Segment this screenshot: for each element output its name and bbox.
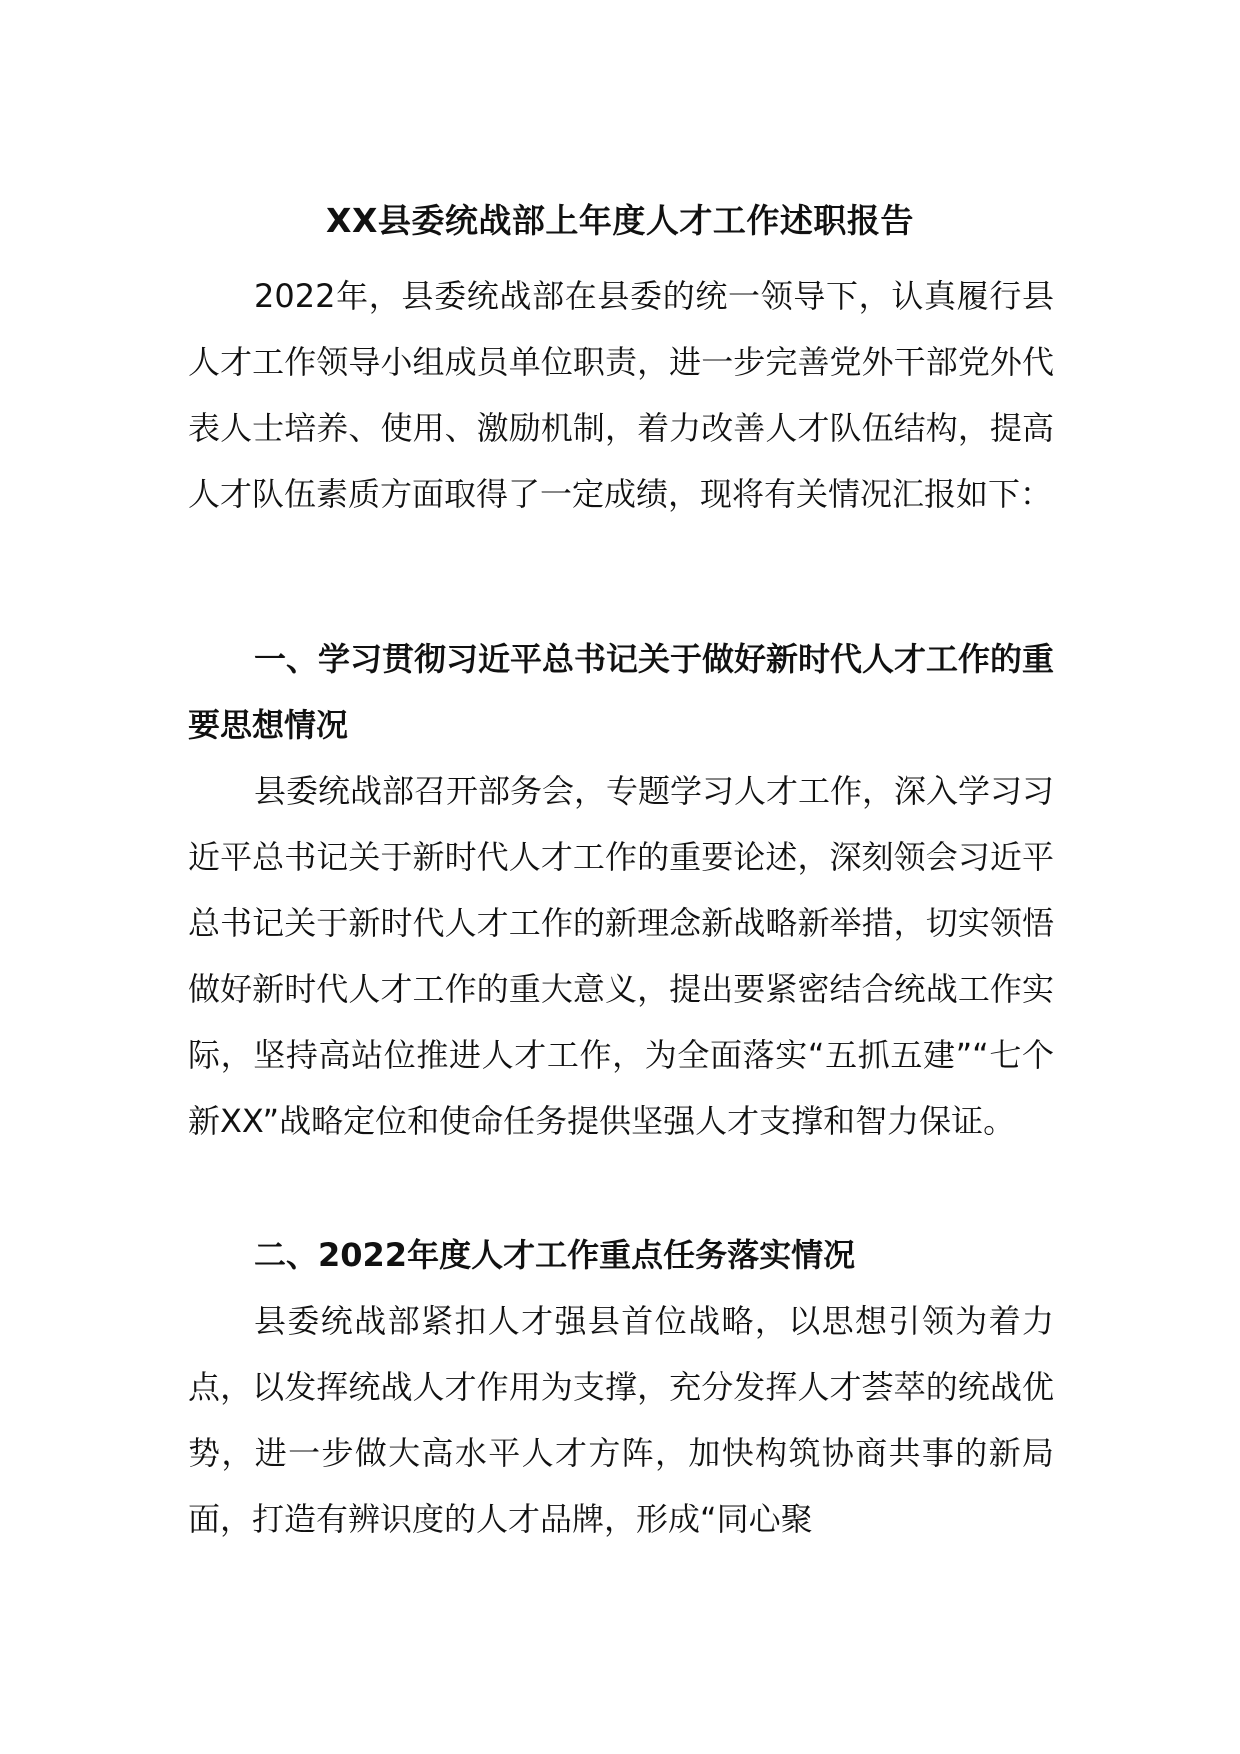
- document-title: XX县委统战部上年度人才工作述职报告: [326, 201, 914, 240]
- section-paragraph-2: 县委统战部紧扣人才强县首位战略，以思想引领为着力点，以发挥统战人才作用为支撑，充分发挥人才荟萃的统战优势，进一步做大高水平人才方阵，加快构筑协商共事的新局面，打造有辨识度的人才品牌，形成“同心聚: [188, 1302, 1054, 1538]
- section-heading-2: 二、2022年度人才工作重点任务落实情况: [254, 1236, 856, 1274]
- section-paragraph-1: 县委统战部召开部务会，专题学习人才工作，深入学习习近平总书记关于新时代人才工作的重要论述，深刻领会习近平总书记关于新时代人才工作的新理念新战略新举措，切实领悟做好新时代人才工作的重大意义，提出要紧密结合统战工作实际，坚持高站位推进人才工作，为全面落实“五抓五建”“七个新XX”战略定位和使命任务提供坚强人才支撑和智力保证。: [188, 772, 1055, 1140]
- intro-paragraph: 2022年，县委统战部在县委的统一领导下，认真履行县人才工作领导小组成员单位职责，进一步完善党外干部党外代表人士培养、使用、激励机制，着力改善人才队伍结构，提高人才队伍素质方面取得了一定成绩，现将有关情况汇报如下：: [188, 277, 1054, 513]
- section-heading-1: 一、学习贯彻习近平总书记关于做好新时代人才工作的重要思想情况: [188, 640, 1055, 744]
